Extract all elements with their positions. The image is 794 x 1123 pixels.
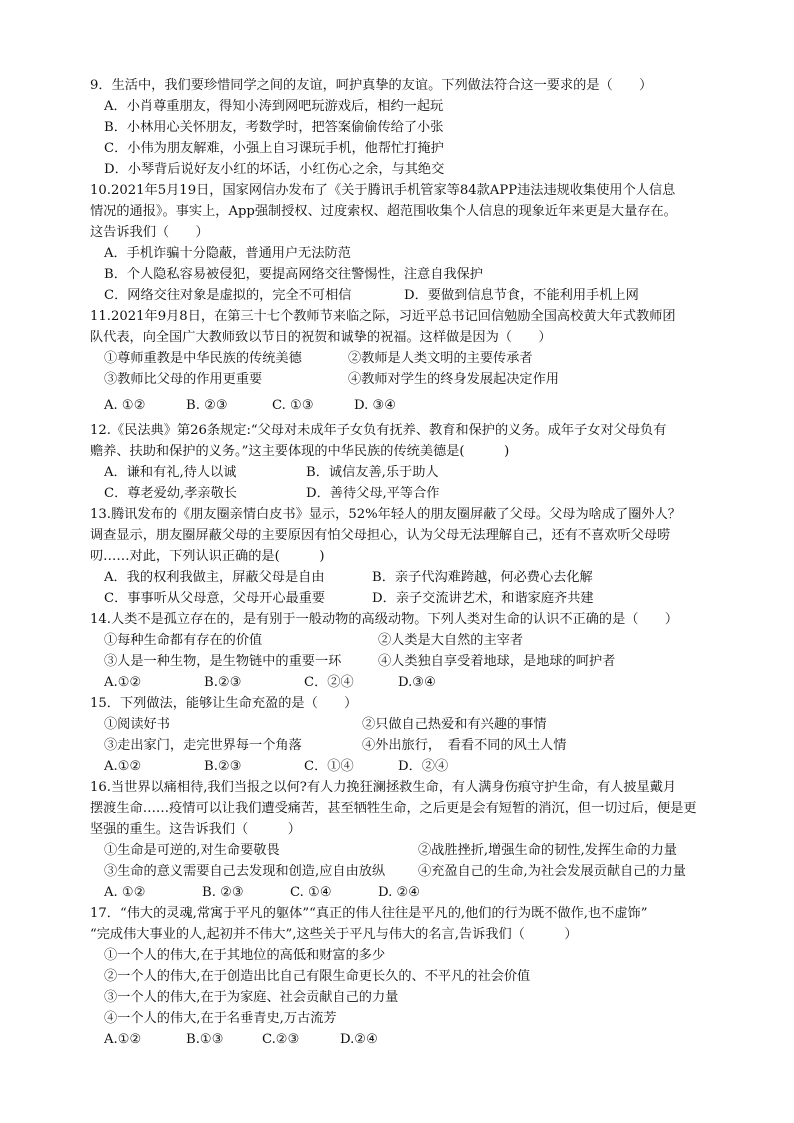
question-9-option-c: C．小伟为朋友解难，小强上自习课玩手机，他帮忙打掩护 bbox=[104, 141, 444, 156]
question-15-stem: 15．下列做法，能够让生命充盈的是（ ） bbox=[90, 696, 358, 711]
question-17-option-d: D.②④ bbox=[340, 1032, 378, 1047]
question-16-item-2: ②战胜挫折,增强生命的韧性,发挥生命的力量 bbox=[418, 843, 677, 858]
question-16-stem-line-3: 坚强的重生。这告诉我们（ ） bbox=[90, 822, 301, 837]
question-17-item-1: ①一个人的伟大,在于其地位的高低和财富的多少 bbox=[104, 948, 386, 963]
question-15-item-2: ②只做自己热爱和有兴趣的事情 bbox=[362, 717, 547, 732]
question-15-item-4: ④外出旅行， 看看不同的风土人情 bbox=[362, 738, 567, 753]
question-15-item-1: ①阅读好书 bbox=[104, 717, 170, 732]
question-12-stem-line-1: 12.《民法典》第26条规定:“父母对未成年子女负有抚养、教育和保护的义务。成年子女对父母负有 bbox=[90, 423, 667, 438]
question-16-option-d: D. ②④ bbox=[378, 885, 421, 900]
question-16-option-c: C. ①④ bbox=[290, 885, 332, 900]
question-15-option-b: B.②③ bbox=[204, 759, 242, 774]
question-16-item-1: ①生命是可逆的,对生命要敬畏 bbox=[104, 843, 280, 858]
question-13-option-a: A．我的权利我做主，屏蔽父母是自由 bbox=[104, 570, 325, 585]
question-14-option-a: A.①② bbox=[104, 675, 142, 690]
question-9-stem: 9．生活中，我们要珍惜同学之间的友谊，呵护真挚的友谊。下列做法符合这一要求的是（ ） bbox=[90, 78, 653, 93]
question-12-option-d: D．善待父母,平等合作 bbox=[306, 486, 440, 501]
question-9-option-b: B．小林用心关怀朋友，考数学时，把答案偷偷传给了小张 bbox=[104, 120, 444, 135]
question-16-option-b: B. ②③ bbox=[202, 885, 244, 900]
question-11-item-1: ①尊师重教是中华民族的传统美德 bbox=[104, 351, 302, 366]
question-12-option-c: C．尊老爱幼,孝亲敬长 bbox=[104, 486, 237, 501]
question-16-item-4: ④充盈自己的生命,为社会发展贡献自己的力量 bbox=[418, 864, 686, 879]
question-14-option-c: C．②④ bbox=[304, 675, 354, 690]
question-12-stem-line-2: 赡养、扶助和保护的义务。”这主要体现的中华民族的传统美德是( ) bbox=[90, 444, 510, 459]
question-13-option-c: C．事事听从父母意，父母开心最重要 bbox=[104, 591, 326, 606]
question-17-option-a: A.①② bbox=[104, 1032, 142, 1047]
question-17-item-4: ④一个人的伟大,在于名垂青史,万古流芳 bbox=[104, 1011, 337, 1026]
question-11-option-b: B. ②③ bbox=[186, 398, 228, 413]
question-11-option-d: D. ③④ bbox=[354, 398, 397, 413]
question-9-option-d: D．小琴背后说好友小红的坏话，小红伤心之余，与其绝交 bbox=[104, 162, 445, 177]
question-12-option-b: B．诚信友善,乐于助人 bbox=[306, 465, 439, 480]
question-10-stem-line-3: 这告诉我们（ ） bbox=[90, 225, 209, 240]
question-17-stem-line-1: 17．“伟大的灵魂,常寓于平凡的躯体”“真正的伟人往往是平凡的,他们的行为既不做作,也不虚饰” bbox=[90, 906, 648, 921]
question-11-item-4: ④教师对学生的终身发展起决定作用 bbox=[348, 372, 559, 387]
question-11-item-2: ②教师是人类文明的主要传承者 bbox=[348, 351, 533, 366]
question-14-item-4: ④人类独自享受着地球，是地球的呵护者 bbox=[378, 654, 616, 669]
question-16-item-3: ③生命的意义需要自己去发现和创造,应自由放纵 bbox=[104, 864, 386, 879]
question-15-option-a: A.①② bbox=[104, 759, 142, 774]
question-11-option-a: A. ①② bbox=[104, 398, 146, 413]
question-9-option-a: A．小肖尊重朋友，得知小涛到网吧玩游戏后，相约一起玩 bbox=[104, 99, 444, 114]
question-10-option-c: C．网络交往对象是虚拟的，完全不可相信 bbox=[104, 288, 352, 303]
question-11-stem-line-1: 11.2021年9月8日，在第三十七个教师节来临之际，习近平总书记回信勉励全国高校黄大年式教师团 bbox=[90, 309, 676, 324]
question-13-option-b: B．亲子代沟难跨越，何必费心去化解 bbox=[372, 570, 593, 585]
question-10-option-a: A．手机诈骗十分隐蔽，普通用户无法防范 bbox=[104, 246, 351, 261]
question-14-item-1: ①每种生命都有存在的价值 bbox=[104, 633, 263, 648]
question-14-stem: 14.人类不是孤立存在的，是有别于一般动物的高级动物。下列人类对生命的认识不正确的是（ ） bbox=[90, 612, 679, 627]
question-13-stem-line-2: 调查显示，朋友圈屏蔽父母的主要原因有怕父母担心，认为父母无法理解自己，还有不喜欢听父母唠 bbox=[90, 528, 671, 543]
question-16-stem-line-1: 16.当世界以痛相待,我们当报之以何?有人力挽狂澜拯救生命，有人满身伤痕守护生命，有人披星戴月 bbox=[90, 780, 677, 795]
question-13-stem-line-3: 叨……对此，下列认识正确的是( ) bbox=[90, 549, 325, 564]
question-17-stem-line-2: “完成伟大事业的人,起初并不伟大”,这些关于平凡与伟大的名言,告诉我们（ ） bbox=[90, 927, 578, 942]
question-16-stem-line-2: 摆渡生命……疫情可以让我们遭受痛苦，甚至牺牲生命，之后更是会有短暂的消沉，但一切过后，便是更 bbox=[90, 801, 697, 816]
question-11-option-c: C. ①③ bbox=[272, 398, 314, 413]
question-10-stem-line-2: 情况的通报》。事实上，App强制授权、过度索权、超范围收集个人信息的现象近年来更是大量存在。 bbox=[90, 204, 677, 219]
question-14-option-d: D.③④ bbox=[398, 675, 436, 690]
question-17-item-2: ②一个人的伟大,在于创造出比自己有限生命更长久的、不平凡的社会价值 bbox=[104, 969, 531, 984]
question-12-option-a: A．谦和有礼,待人以诚 bbox=[104, 465, 237, 480]
question-15-item-3: ③走出家门，走完世界每一个角落 bbox=[104, 738, 302, 753]
question-10-stem-line-1: 10.2021年5月19日，国家网信办发布了《关于腾讯手机管家等84款APP违法违规收集使用个人信息 bbox=[90, 183, 676, 198]
question-17-option-b: B.①③ bbox=[186, 1032, 224, 1047]
question-15-option-d: D．②④ bbox=[398, 759, 449, 774]
question-10-option-d: D．要做到信息节食，不能利用手机上网 bbox=[404, 288, 639, 303]
question-11-stem-line-2: 队代表，向全国广大教师致以节日的祝贺和诚挚的祝福。这样做是因为（ ） bbox=[90, 330, 552, 345]
question-14-item-3: ③人是一种生物，是生物链中的重要一环 bbox=[104, 654, 342, 669]
question-13-option-d: D．亲子交流讲艺术，和谐家庭齐共建 bbox=[372, 591, 594, 606]
question-11-item-3: ③教师比父母的作用更重要 bbox=[104, 372, 263, 387]
question-10-option-b: B．个人隐私容易被侵犯，要提高网络交往警惕性，注意自我保护 bbox=[104, 267, 483, 282]
question-14-option-b: B.②③ bbox=[204, 675, 242, 690]
question-16-option-a: A. ①② bbox=[104, 885, 146, 900]
question-13-stem-line-1: 13.腾讯发布的《朋友圈亲情白皮书》显示，52%年轻人的朋友圈屏蔽了父母。父母为啥成了圈外人？ bbox=[90, 507, 681, 522]
question-17-option-c: C.②③ bbox=[262, 1032, 300, 1047]
question-17-item-3: ③一个人的伟大,在于为家庭、社会贡献自己的力量 bbox=[104, 990, 399, 1005]
question-15-option-c: C．①④ bbox=[304, 759, 354, 774]
question-14-item-2: ②人类是大自然的主宰者 bbox=[378, 633, 524, 648]
